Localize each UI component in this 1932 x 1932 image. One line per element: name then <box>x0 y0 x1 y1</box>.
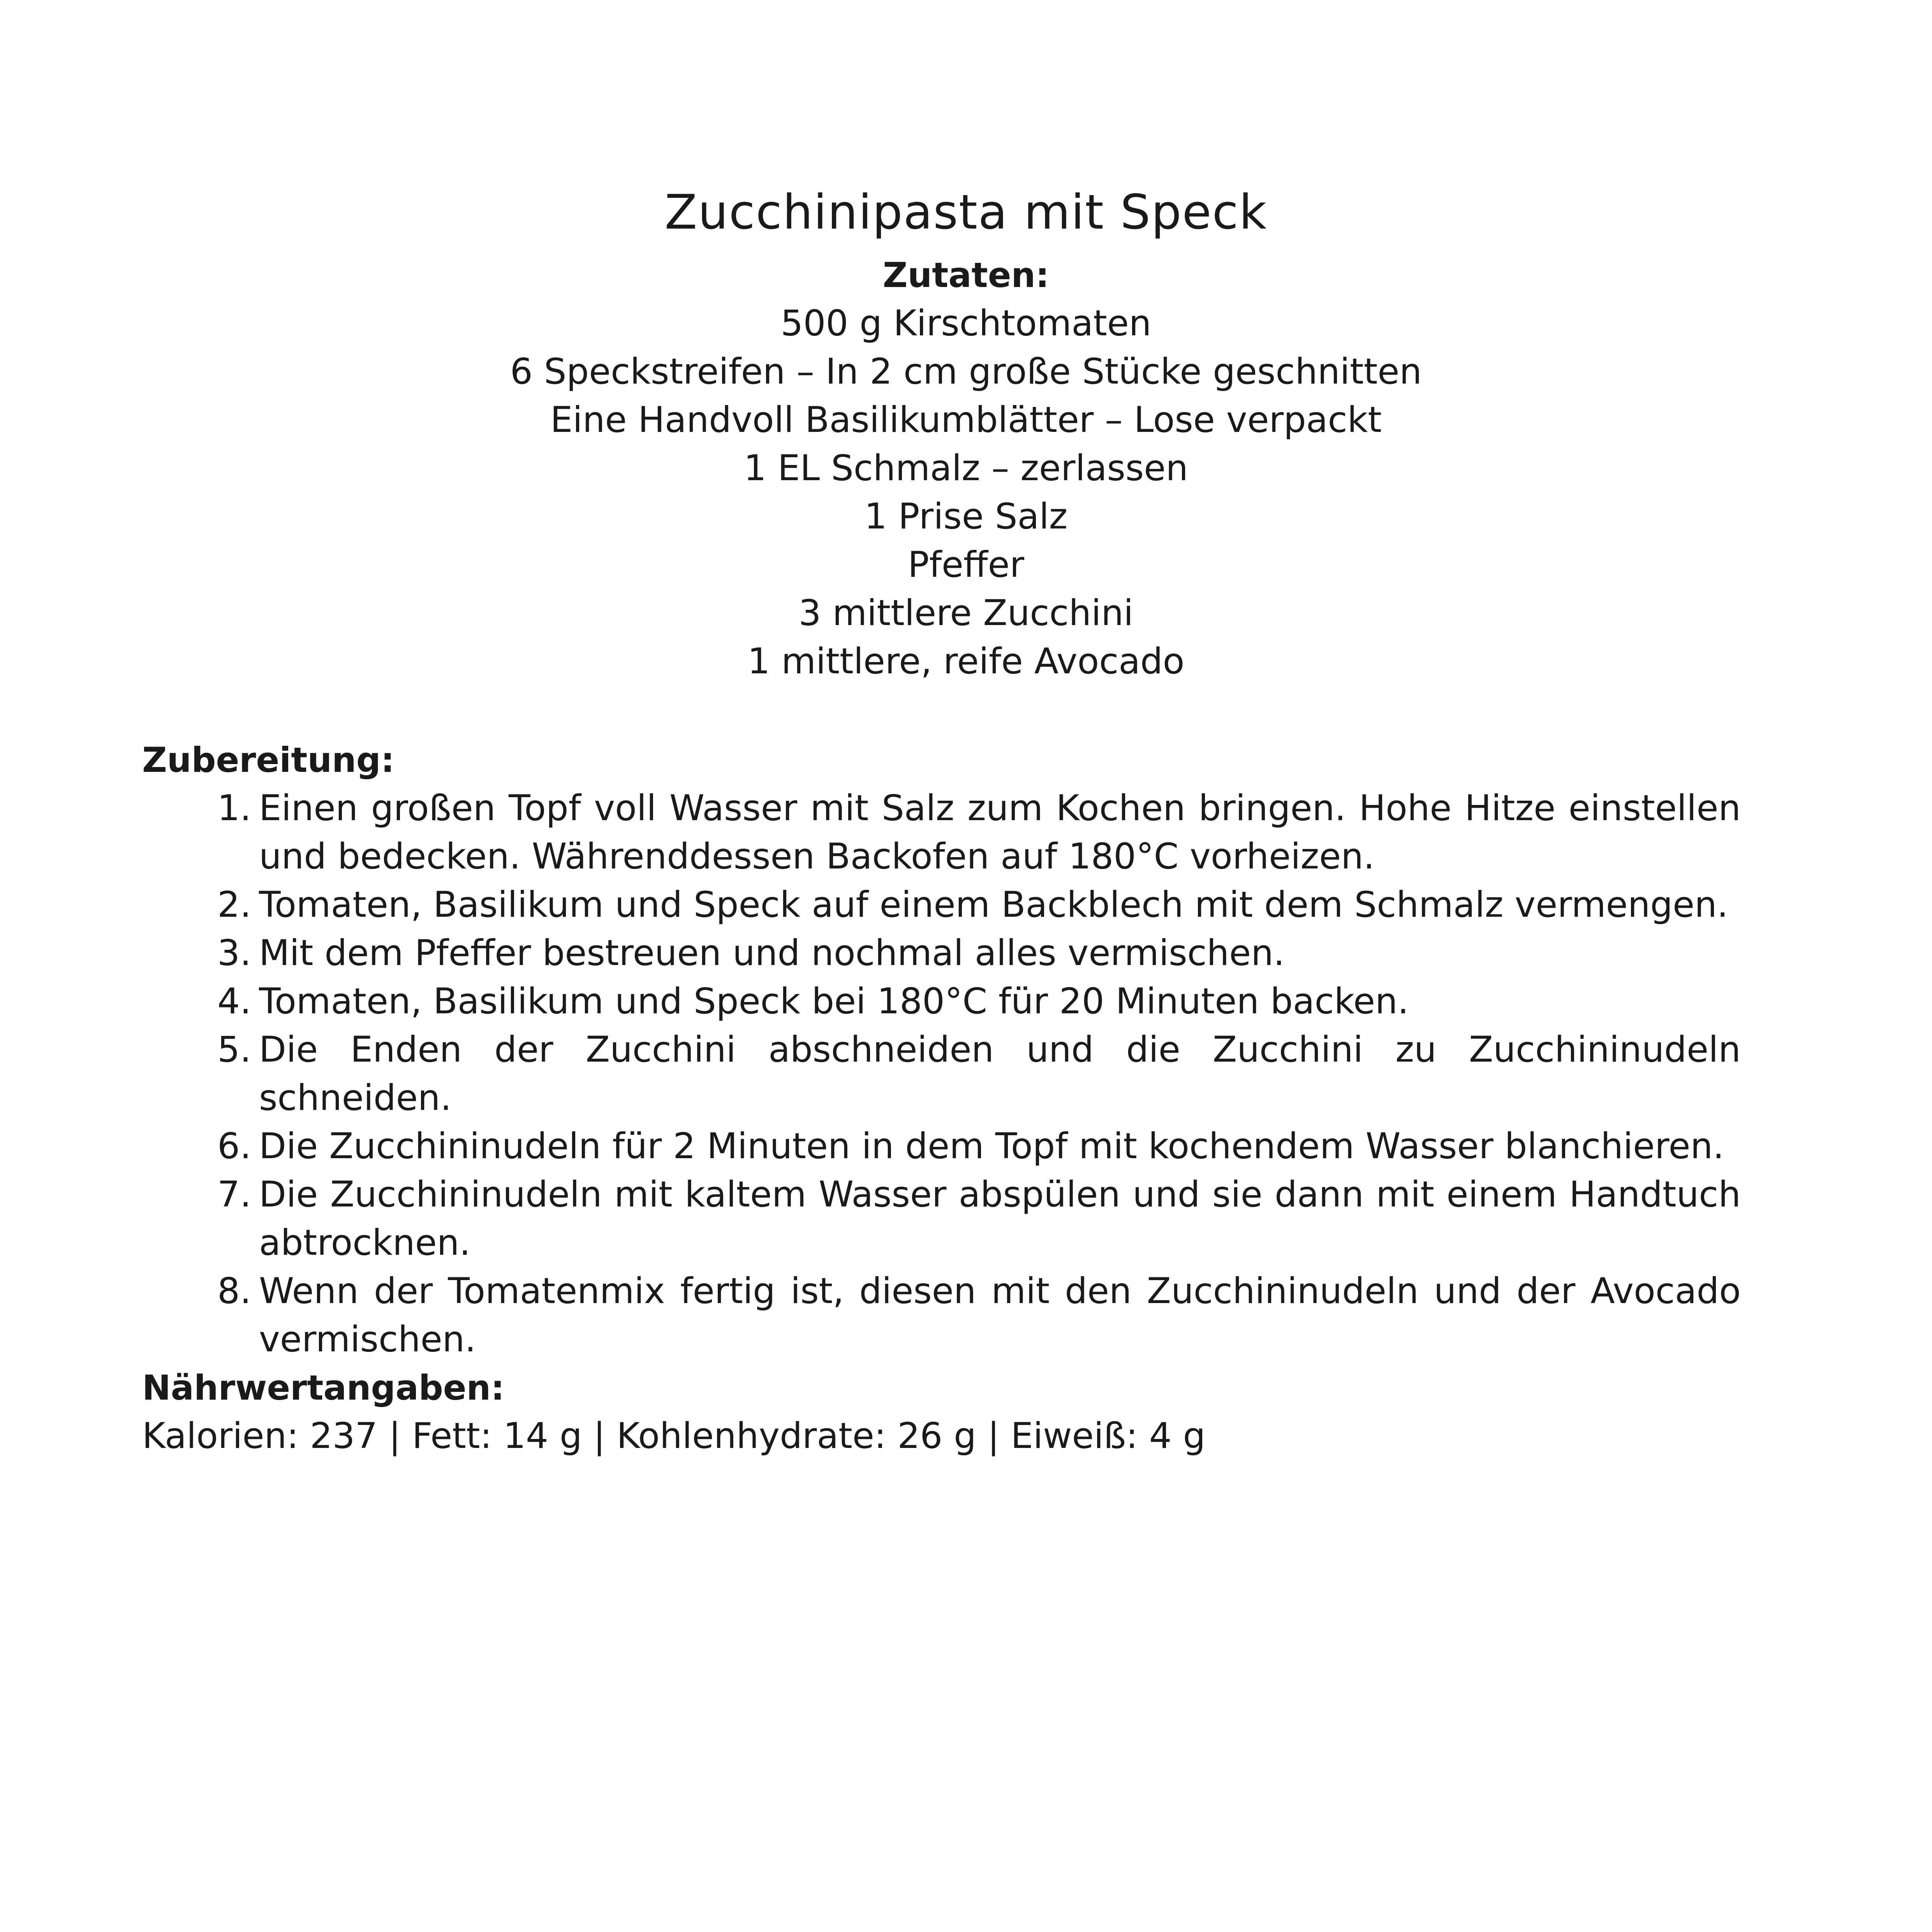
step-item <box>142 929 1741 977</box>
step-item <box>142 1122 1741 1171</box>
step-text: Die Zucchininudeln für 2 Minuten in dem Topf mit kochendem Wasser blanchieren. <box>259 1126 1724 1167</box>
step-number: 3. <box>217 933 251 974</box>
step-number: 7. <box>217 1174 251 1215</box>
nutrition-heading: Nährwertangaben: <box>142 1368 505 1408</box>
ingredient-item: 1 EL Schmalz – zerlassen <box>744 448 1188 489</box>
ingredients-section <box>0 251 1932 686</box>
step-text: Tomaten, Basilikum und Speck bei 180°C für 20 Minuten backen. <box>259 981 1409 1022</box>
ingredient-item: 500 g Kirschtomaten <box>780 303 1152 344</box>
step-text: Mit dem Pfeffer bestreuen und nochmal alles vermischen. <box>259 933 1285 974</box>
step-item <box>142 977 1741 1026</box>
ingredient-item: 6 Speckstreifen – In 2 cm große Stücke geschnitten <box>510 351 1422 392</box>
ingredient-item: 1 Prise Salz <box>864 496 1068 537</box>
ingredient-item: Pfeffer <box>908 544 1024 585</box>
step-number: 2. <box>217 884 251 925</box>
step-item <box>142 881 1741 929</box>
steps-list <box>142 784 1741 1364</box>
step-text: Tomaten, Basilikum und Speck auf einem Backblech mit dem Schmalz vermengen. <box>259 884 1728 925</box>
ingredients-heading: Zutaten: <box>882 255 1050 295</box>
ingredient-item: 3 mittlere Zucchini <box>798 593 1134 634</box>
recipe-title: Zucchinipasta mit Speck <box>664 185 1268 240</box>
ingredients-list <box>0 299 1932 686</box>
step-item <box>142 1171 1741 1267</box>
nutrition-values: Kalorien: 237 | Fett: 14 g | Kohlenhydrate: 26 g | Eiweiß: 4 g <box>142 1416 1206 1456</box>
step-number: 5. <box>217 1029 251 1070</box>
step-text: Einen großen Topf voll Wasser mit Salz zum Kochen bringen. Hohe Hitze einstellen und bedecken. Währenddessen Backofen auf 180°C vorheizen. <box>259 788 1741 877</box>
step-number: 6. <box>217 1126 251 1167</box>
preparation-heading: Zubereitung: <box>142 740 395 780</box>
step-text: Die Zucchininudeln mit kaltem Wasser abspülen und sie dann mit einem Handtuch abtrocknen. <box>259 1174 1741 1263</box>
step-text: Wenn der Tomatenmix fertig ist, diesen mit den Zucchininudeln und der Avocado vermischen. <box>259 1271 1741 1360</box>
ingredient-item: 1 mittlere, reife Avocado <box>747 641 1185 682</box>
step-item <box>142 784 1741 881</box>
step-item <box>142 1026 1741 1122</box>
step-item <box>142 1267 1741 1364</box>
ingredient-item: Eine Handvoll Basilikumblätter – Lose verpackt <box>550 400 1382 440</box>
step-text: Die Enden der Zucchini abschneiden und die Zucchini zu Zucchininudeln schneiden. <box>259 1029 1741 1118</box>
step-number: 1. <box>217 788 251 829</box>
step-number: 8. <box>217 1271 251 1312</box>
step-number: 4. <box>217 981 251 1022</box>
preparation-section <box>142 736 1741 1460</box>
